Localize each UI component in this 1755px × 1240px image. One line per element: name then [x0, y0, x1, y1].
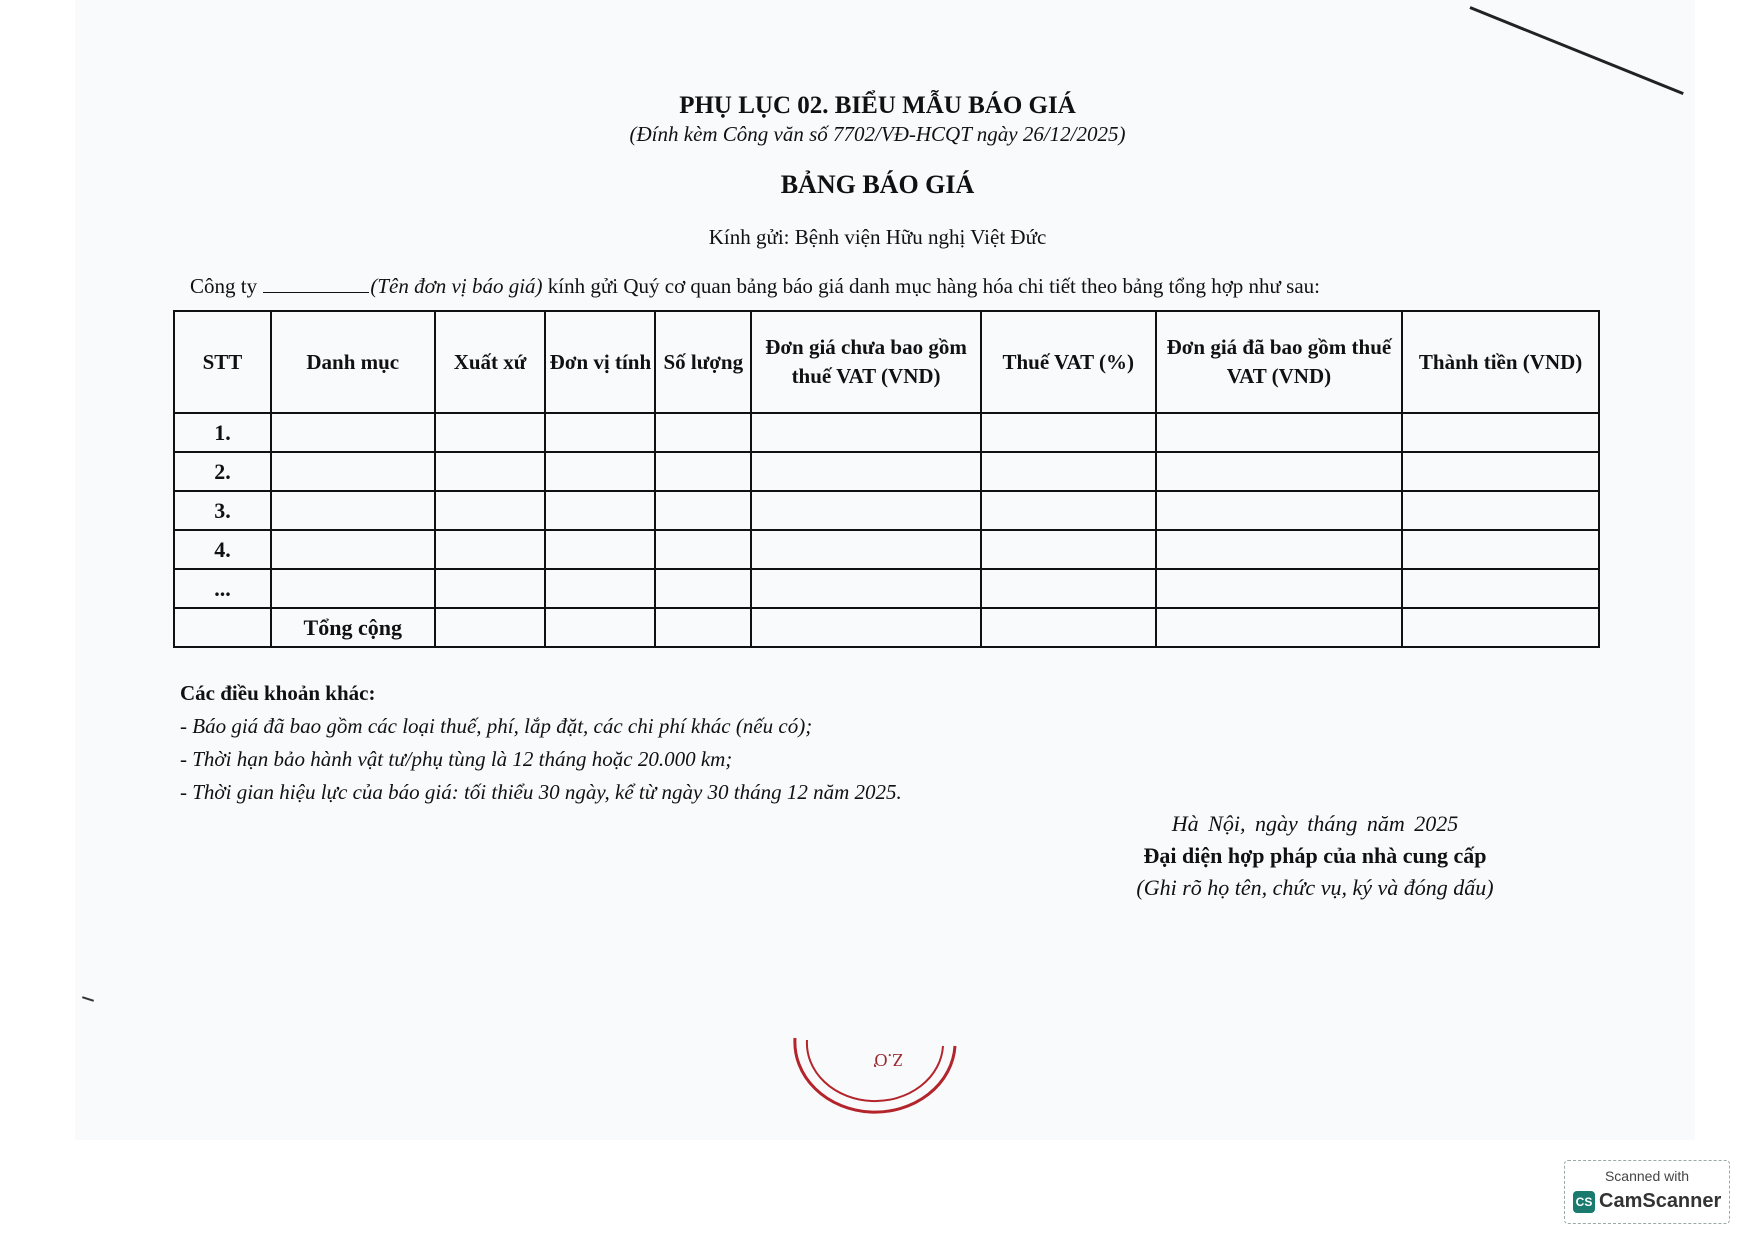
table-cell[interactable] [435, 452, 546, 491]
intro-prefix: Công ty [190, 274, 258, 298]
table-row [174, 491, 1599, 530]
table-cell[interactable] [655, 569, 751, 608]
table-cell[interactable] [981, 569, 1156, 608]
table-cell[interactable] [1156, 452, 1403, 491]
other-terms [180, 677, 902, 809]
table-cell[interactable] [655, 452, 751, 491]
red-stamp-icon [785, 1028, 965, 1138]
table-cell[interactable] [1156, 569, 1403, 608]
table-cell[interactable] [271, 452, 435, 491]
table-cell[interactable] [545, 608, 655, 647]
signature-instruction: (Ghi rõ họ tên, chức vụ, ký và đóng dấu) [1136, 875, 1494, 900]
row-number: ... [174, 569, 271, 608]
table-cell[interactable] [435, 491, 546, 530]
table-cell[interactable] [751, 413, 981, 452]
row-number: 3. [174, 491, 271, 530]
table-cell[interactable] [981, 530, 1156, 569]
place-date: Hà Nội, ngày tháng năm 2025 [1171, 811, 1459, 836]
table-cell[interactable] [271, 530, 435, 569]
table-cell[interactable] [1156, 530, 1403, 569]
signature-block [1080, 808, 1550, 904]
company-name-blank [263, 274, 369, 293]
table-cell [174, 608, 271, 647]
row-number: 2. [174, 452, 271, 491]
table-cell[interactable] [1156, 491, 1403, 530]
table-cell[interactable] [751, 452, 981, 491]
table-cell[interactable] [545, 530, 655, 569]
table-row [174, 569, 1599, 608]
table-cell[interactable] [751, 491, 981, 530]
table-row [174, 530, 1599, 569]
table-cell[interactable] [1402, 491, 1599, 530]
table-header-row [174, 311, 1599, 413]
total-row [174, 608, 1599, 647]
table-cell[interactable] [435, 413, 546, 452]
table-cell[interactable] [655, 608, 751, 647]
table-cell[interactable] [1156, 413, 1403, 452]
camscanner-name: CamScanner [1599, 1190, 1722, 1212]
table-cell[interactable] [271, 491, 435, 530]
terms-heading: Các điều khoản khác: [180, 681, 376, 705]
col-header-price-ex-vat: Đơn giá chưa bao gồm thuế VAT (VND) [751, 311, 981, 413]
table-row [174, 452, 1599, 491]
table-cell[interactable] [1402, 530, 1599, 569]
row-number: 4. [174, 530, 271, 569]
table-cell[interactable] [271, 569, 435, 608]
table-cell[interactable] [981, 452, 1156, 491]
table-cell[interactable] [435, 608, 546, 647]
col-header-item: Danh mục [271, 311, 435, 413]
form-title: BẢNG BÁO GIÁ [780, 170, 975, 199]
table-cell[interactable] [1402, 569, 1599, 608]
col-header-stt: STT [174, 311, 271, 413]
intro-placeholder: (Tên đơn vị báo giá) [370, 274, 543, 298]
col-header-vat-rate: Thuế VAT (%) [981, 311, 1156, 413]
svg-text:Z.Ơ: Z.Ơ [874, 1050, 903, 1070]
terms-item: - Thời hạn bảo hành vật tư/phụ tùng là 12 tháng hoặc 20.000 km; [180, 747, 733, 771]
table-cell[interactable] [751, 530, 981, 569]
scanned-with-label: Scanned with [1604, 1168, 1690, 1184]
col-header-price-inc-vat: Đơn giá đã bao gồm thuế VAT (VND) [1156, 311, 1403, 413]
representative-title: Đại diện hợp pháp của nhà cung cấp [1143, 843, 1487, 868]
attachment-note: (Đính kèm Công văn số 7702/VĐ-HCQT ngày 26/12/2025) [629, 122, 1126, 146]
terms-item: - Báo giá đã bao gồm các loại thuế, phí, lắp đặt, các chi phí khác (nếu có); [180, 714, 813, 738]
table-cell[interactable] [751, 569, 981, 608]
table-cell[interactable] [271, 413, 435, 452]
table-cell[interactable] [545, 452, 655, 491]
col-header-origin: Xuất xứ [435, 311, 546, 413]
table-cell[interactable] [655, 530, 751, 569]
recipient-line: Kính gửi: Bệnh viện Hữu nghị Việt Đức [708, 225, 1047, 249]
table-cell[interactable] [981, 491, 1156, 530]
table-cell[interactable] [545, 491, 655, 530]
intro-paragraph [190, 274, 1320, 299]
table-cell[interactable] [1156, 608, 1403, 647]
table-cell[interactable] [655, 491, 751, 530]
total-label: Tổng cộng [271, 608, 435, 647]
table-cell[interactable] [545, 413, 655, 452]
terms-item: - Thời gian hiệu lực của báo giá: tối thiểu 30 ngày, kể từ ngày 30 tháng 12 năm 2025. [180, 780, 902, 804]
table-cell[interactable] [655, 413, 751, 452]
table-cell[interactable] [981, 608, 1156, 647]
table-cell[interactable] [751, 608, 981, 647]
intro-suffix: kính gửi Quý cơ quan bảng báo giá danh mục hàng hóa chi tiết theo bảng tổng hợp như sau: [547, 274, 1321, 298]
col-header-amount: Thành tiền (VND) [1402, 311, 1599, 413]
table-cell[interactable] [1402, 608, 1599, 647]
col-header-unit: Đơn vị tính [545, 311, 655, 413]
table-cell[interactable] [435, 530, 546, 569]
appendix-title: PHỤ LỤC 02. BIỂU MẪU BÁO GIÁ [679, 92, 1076, 119]
table-cell[interactable] [1402, 452, 1599, 491]
quote-table [173, 310, 1600, 648]
camscanner-logo-icon: CS [1573, 1191, 1595, 1213]
table-cell[interactable] [1402, 413, 1599, 452]
col-header-quantity: Số lượng [655, 311, 751, 413]
camscanner-watermark [1564, 1160, 1730, 1224]
table-cell[interactable] [981, 413, 1156, 452]
table-row [174, 413, 1599, 452]
table-cell[interactable] [545, 569, 655, 608]
table-cell[interactable] [435, 569, 546, 608]
row-number: 1. [174, 413, 271, 452]
